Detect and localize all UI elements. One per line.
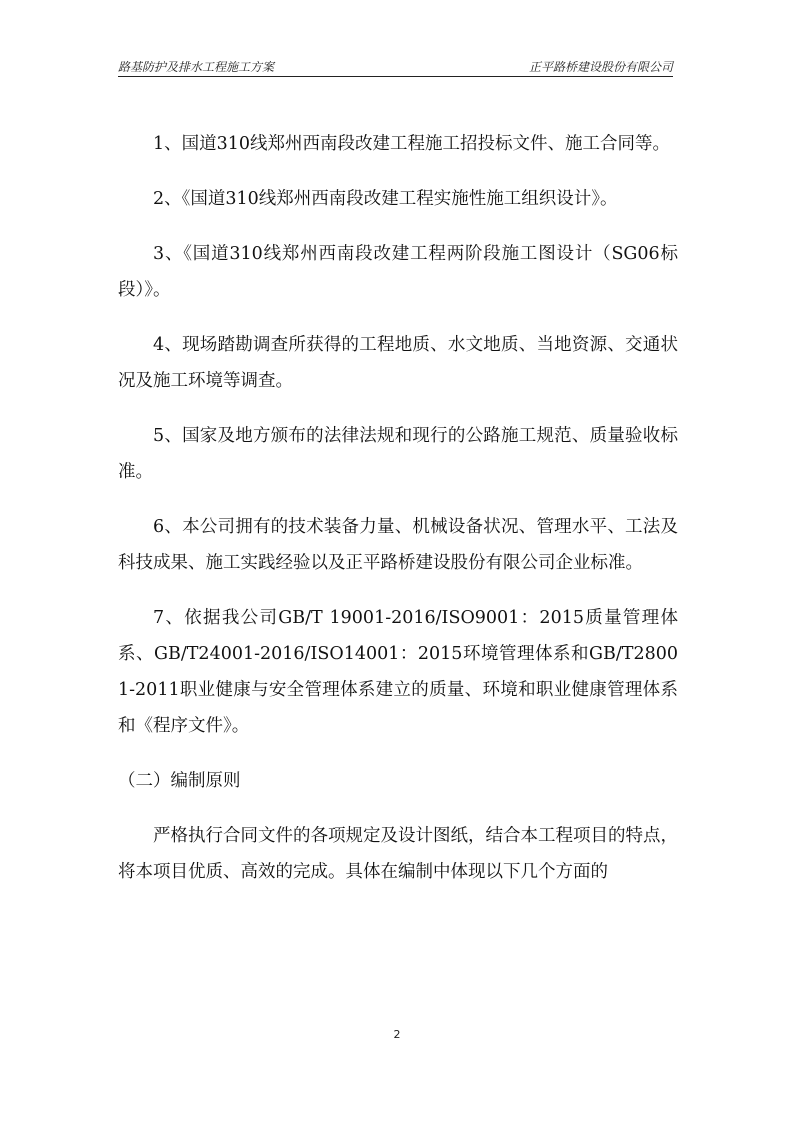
header-company-name: 正平路桥建设股份有限公司 [528, 60, 673, 74]
basis-item-3: 3、《国道310线郑州西南段改建工程两阶段施工图设计（SG06标段）》。 [118, 244, 678, 300]
document-body [118, 126, 678, 909]
page-header [118, 58, 673, 77]
basis-item-6: 6、本公司拥有的技术装备力量、机械设备状况、管理水平、工法及科技成果、施工实践经验以及正平路桥建设股份有限公司企业标准。 [118, 517, 678, 573]
principle-paragraph: 严格执行合同文件的各项规定及设计图纸，结合本工程项目的特点，将本项目优质、高效的完成。具体在编制中体现以下几个方面的 [118, 826, 678, 882]
basis-item-1: 1、国道310线郑州西南段改建工程施工招投标文件、施工合同等。 [153, 134, 671, 154]
page-number: 2 [393, 1028, 401, 1041]
basis-item-5: 5、国家及地方颁布的法律法规和现行的公路施工规范、质量验收标准。 [118, 426, 678, 482]
section-heading: （二）编制原则 [118, 771, 241, 791]
basis-item-4: 4、现场踏勘调查所获得的工程地质、水文地质、当地资源、交通状况及施工环境等调查。 [118, 335, 678, 391]
header-document-title: 路基防护及排水工程施工方案 [118, 60, 275, 74]
basis-item-2: 2、《国道310线郑州西南段改建工程实施性施工组织设计》。 [153, 189, 618, 209]
basis-item-7: 7、依据我公司GB/T 19001-2016/ISO9001：2015质量管理体系、GB/T24001-2016/ISO14001：2015环境管理体系和GB/T28001-2011职业健康与安全管理体系建立的质量、环境和职业健康管理体系和《程序文件》。 [118, 608, 678, 736]
